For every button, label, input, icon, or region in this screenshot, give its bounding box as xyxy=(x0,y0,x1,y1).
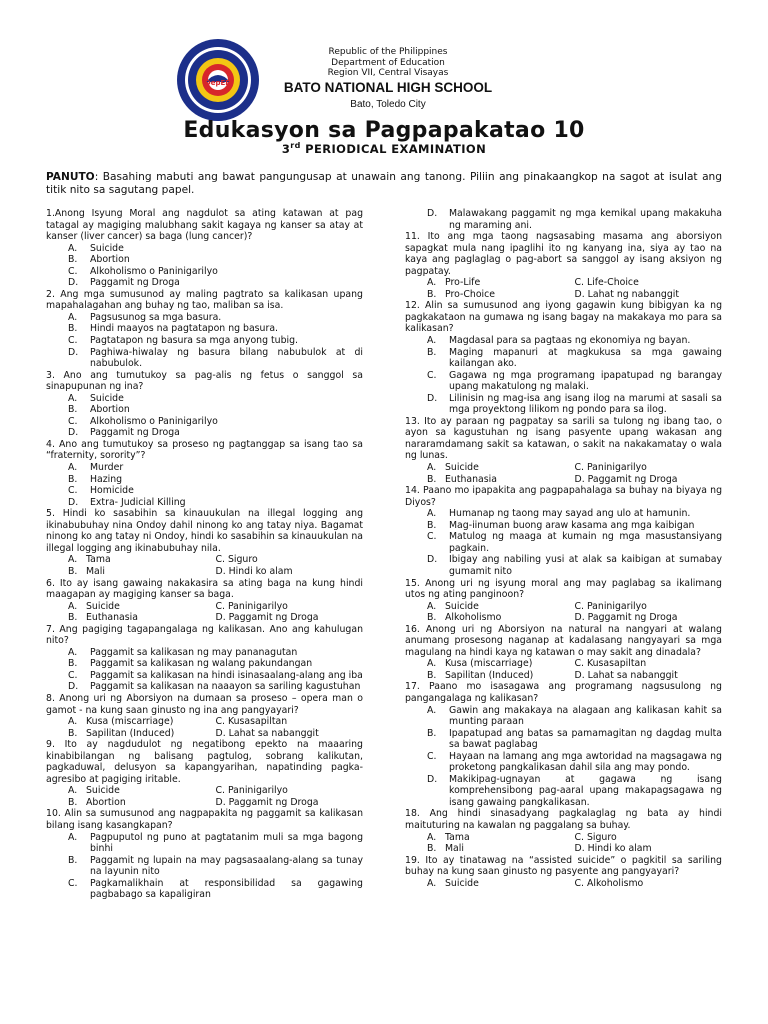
option-letter: A. xyxy=(68,600,78,612)
question-19 xyxy=(405,855,722,890)
question-text: 4. Ano ang tumutukoy sa proseso ng pagtanggap sa isang tao sa “fraternity, sorority”? xyxy=(46,438,363,462)
question-2 xyxy=(46,289,363,370)
republic-line: Republic of the Philippines xyxy=(328,47,448,57)
option-letter: B. xyxy=(68,612,78,624)
question-17 xyxy=(405,681,722,808)
option-text: D. Lahat sa nabanggit xyxy=(215,727,319,739)
option-a xyxy=(427,658,575,670)
option-d xyxy=(575,612,723,624)
subtitle-text: PERIODICAL EXAMINATION xyxy=(300,141,487,156)
option-text: Gagawa ng mga programang ipapatupad ng barangay upang makatulong ng malaki. xyxy=(449,369,722,393)
option-d xyxy=(575,670,723,682)
option-a xyxy=(46,312,363,324)
option-text: C. Alkoholismo xyxy=(574,877,644,889)
question-text: 8. Anong uri ng Aborsiyon na dumaan sa proseso – opera man o gamot - na kung saan ginusto ng ina ang pangyayari? xyxy=(46,692,363,716)
option-c xyxy=(46,485,363,497)
option-text: Alkoholismo o Paninigarilyo xyxy=(90,265,218,277)
option-letter: C. xyxy=(68,265,78,277)
option-a xyxy=(68,785,216,797)
option-letter: A. xyxy=(68,311,78,323)
question-text: 14. Paano mo ipapakita ang pagpapahalaga sa buhay na biyaya ng Diyos? xyxy=(405,485,722,508)
option-c xyxy=(216,554,364,566)
left-column xyxy=(46,208,363,901)
option-letter: C. xyxy=(427,531,437,543)
option-text: Suicide xyxy=(86,785,120,797)
option-a xyxy=(68,601,216,613)
option-text: D. Hindi ko alam xyxy=(574,843,652,855)
option-text: Pagpuputol ng puno at pagtatanim muli sa mga bagong binhi xyxy=(90,831,363,855)
ordinal-suffix: rd xyxy=(290,141,301,150)
option-grid xyxy=(46,554,363,577)
option-letter: A. xyxy=(427,462,437,474)
option-text: Paghiwa-hiwalay ng basura bilang nabubulok at di nabubulok. xyxy=(90,346,363,370)
question-15 xyxy=(405,578,722,624)
option-b xyxy=(405,520,722,532)
option-c xyxy=(216,716,364,728)
option-text: Paggamit sa kalikasan ng walang pakundangan xyxy=(90,658,313,670)
option-text: Alkoholismo o Paninigarilyo xyxy=(90,415,218,427)
option-text: Makikipag-ugnayan at gagawa ng isang komprehensibong pag-aaral upang makapagsagawa ng isang gawaing pangkalikasan. xyxy=(449,773,722,808)
option-letter: A. xyxy=(68,392,78,404)
option-grid xyxy=(46,785,363,808)
option-d xyxy=(46,681,363,693)
question-text: 19. Ito ay tinatawag na “assisted suicide” o pagkitil sa sariling buhay na kung saan ginusto ng pasyente ang pangyayari? xyxy=(405,854,722,878)
option-b xyxy=(46,855,363,878)
option-letter: B. xyxy=(68,854,78,866)
question-text: 16. Anong uri ng Aborsiyon na natural na nangyari at walang anumang prosesong naganap at kadalasang nangyayari sa mga magulang na hindi kaya ng katawan o may sakit ang dinadala? xyxy=(405,623,722,658)
option-grid xyxy=(405,658,722,681)
option-text: D. Paggamit ng Droga xyxy=(215,612,319,624)
option-b xyxy=(427,612,575,624)
option-text: Paggamit sa kalikasan na naaayon sa sariling kagustuhan xyxy=(90,681,361,693)
instructions-text: : Basahing mabuti ang bawat pangungusap at unawain ang tanong. Piliin ang pinakaangkop na sagot at isulat ang titik nito sa sagutang papel. xyxy=(46,171,722,196)
option-text: Paggamit ng lupain na may pagsasaalang-alang sa tunay na layunin nito xyxy=(90,854,363,878)
option-letter: A. xyxy=(427,335,437,347)
option-c xyxy=(216,601,364,613)
option-text: Humanap ng taong may sayad ang ulo at hamunin. xyxy=(449,508,691,520)
option-d xyxy=(575,289,723,301)
question-16 xyxy=(405,624,722,682)
option-c xyxy=(46,670,363,682)
option-text: Ipapatupad ang batas sa pamamagitan ng dagdag multa sa bawat paglabag xyxy=(449,727,722,751)
question-13 xyxy=(405,416,722,485)
option-text: Paggamit ng Droga xyxy=(90,277,180,289)
option-a xyxy=(427,277,575,289)
option-letter: D. xyxy=(68,277,79,289)
option-letter: B. xyxy=(427,473,437,485)
option-text: Lilinisin ng mag-isa ang isang ilog na marumi at sasali sa mga proyektong lilikom ng pondo para sa ilog. xyxy=(449,392,722,416)
option-letter: D. xyxy=(68,427,79,439)
option-text: Hayaan na lamang ang mga awtoridad na magsagawa ng proketong pangkalikasan dahil sila ang may pondo. xyxy=(449,750,722,774)
school-name: BATO NATIONAL HIGH SCHOOL xyxy=(283,79,493,95)
option-letter: D. xyxy=(427,773,438,785)
option-letter: A. xyxy=(68,831,78,843)
option-b xyxy=(405,728,722,751)
school-city: Bato, Toledo City xyxy=(350,98,426,110)
option-d xyxy=(46,427,363,439)
option-letter: A. xyxy=(68,716,78,728)
option-text: Paggamit sa kalikasan ng may pananagutan xyxy=(90,646,298,658)
option-text: Kusa (miscarriage) xyxy=(445,658,533,670)
option-text: Ibigay ang nabiling yusi at alak sa kaibigan at sumabay gumamit nito xyxy=(449,554,722,577)
option-b xyxy=(427,670,575,682)
seal-center-text: DepED xyxy=(204,79,232,87)
option-d xyxy=(216,566,364,578)
option-text: Euthanasia xyxy=(86,612,138,624)
option-a xyxy=(405,508,722,520)
option-d xyxy=(405,554,722,577)
question-10-option-d xyxy=(405,208,722,231)
option-grid xyxy=(405,462,722,485)
option-d xyxy=(46,497,363,509)
option-a xyxy=(427,462,575,474)
option-text: C. Kusasapiltan xyxy=(215,716,288,728)
option-letter: D. xyxy=(68,681,79,693)
option-a xyxy=(427,601,575,613)
option-b xyxy=(68,728,216,740)
option-c xyxy=(575,878,723,890)
option-text: Paggamit ng Droga xyxy=(90,427,180,439)
option-letter: B. xyxy=(68,565,78,577)
option-text: Hindi maayos na pagtatapon ng basura. xyxy=(90,323,279,335)
option-d xyxy=(216,797,364,809)
option-d xyxy=(46,277,363,289)
instructions-label: PANUTO xyxy=(46,171,95,183)
option-letter: A. xyxy=(427,658,437,670)
option-text: Maging mapanuri at magkukusa sa mga gawaing kailangan ako. xyxy=(449,346,722,370)
option-text: Pagkamalikhain at responsibilidad sa gagawing pagbabago sa kapaligiran xyxy=(90,877,363,901)
question-10 xyxy=(46,808,363,900)
option-letter: C. xyxy=(427,750,437,762)
option-text: C. Siguro xyxy=(574,831,617,843)
option-text: Pro-Life xyxy=(445,277,481,289)
right-column xyxy=(405,208,722,889)
option-letter: D. xyxy=(427,554,438,566)
option-letter: B. xyxy=(68,727,78,739)
exam-subtitle xyxy=(0,141,768,156)
option-a xyxy=(427,832,575,844)
option-letter: B. xyxy=(427,288,437,300)
option-letter: A. xyxy=(427,704,437,716)
option-a xyxy=(46,832,363,855)
ordinal-number: 3 xyxy=(281,141,291,156)
option-text: Extra- Judicial Killing xyxy=(90,496,186,508)
option-d xyxy=(46,347,363,370)
option-a xyxy=(68,554,216,566)
question-5 xyxy=(46,508,363,577)
option-a xyxy=(427,878,575,890)
option-letter: B. xyxy=(68,796,78,808)
option-b xyxy=(427,474,575,486)
option-text: Abortion xyxy=(90,254,130,266)
option-text: Mali xyxy=(445,843,464,855)
option-grid xyxy=(405,832,722,855)
option-grid xyxy=(46,716,363,739)
option-text: Hazing xyxy=(90,473,123,485)
option-letter: B. xyxy=(68,473,78,485)
option-b xyxy=(68,566,216,578)
option-text: Tama xyxy=(445,831,470,843)
option-text: Suicide xyxy=(445,877,479,889)
option-letter: B. xyxy=(68,404,78,416)
question-8 xyxy=(46,693,363,739)
option-letter: A. xyxy=(427,277,437,289)
option-text: Euthanasia xyxy=(445,473,497,485)
question-4 xyxy=(46,439,363,508)
option-text: Malawakang paggamit ng mga kemikal upang makakuha ng maraming ani. xyxy=(449,208,722,231)
option-grid xyxy=(405,277,722,300)
option-b xyxy=(68,612,216,624)
option-text: C. Paninigarilyo xyxy=(574,600,647,612)
option-letter: A. xyxy=(68,785,78,797)
question-text: 3. Ano ang tumutukoy sa pag-alis ng fetus o sanggol sa sinapupunan ng ina? xyxy=(46,369,363,393)
option-b xyxy=(46,404,363,416)
option-b xyxy=(46,323,363,335)
option-text: Murder xyxy=(90,462,124,474)
option-text: Pro-Choice xyxy=(445,288,496,300)
option-a xyxy=(46,647,363,659)
option-text: Abortion xyxy=(90,404,130,416)
option-text: Pagsusunog sa mga basura. xyxy=(90,311,222,323)
option-b xyxy=(427,289,575,301)
option-c xyxy=(405,370,722,393)
option-letter: B. xyxy=(427,669,437,681)
option-b xyxy=(427,843,575,855)
option-letter: D. xyxy=(427,392,438,404)
option-letter: D. xyxy=(68,496,79,508)
option-letter: C. xyxy=(68,415,78,427)
option-d xyxy=(575,843,723,855)
option-b xyxy=(46,474,363,486)
option-grid xyxy=(46,601,363,624)
option-text: Magdasal para sa pagtaas ng ekonomiya ng bayan. xyxy=(449,335,691,347)
option-c xyxy=(405,531,722,554)
option-letter: C. xyxy=(427,369,437,381)
option-text: C. Paninigarilyo xyxy=(215,600,288,612)
option-letter: A. xyxy=(68,242,78,254)
option-letter: D. xyxy=(68,346,79,358)
question-6 xyxy=(46,578,363,624)
option-a xyxy=(46,243,363,255)
question-text: 9. Ito ay nagdudulot ng negatibong epekto na maaaring kinabibilangan ng balisang pagtulog, sobrang kalikutan, pagkaduwal, delusyon sa kapangyarihan, napatinding pagka-agresibo at pagiging iritable. xyxy=(46,739,363,785)
question-text: 5. Hindi ko sasabihin sa kinauukulan na illegal logging ang ikinabubuhay nina Ondoy dahil ninong ko ang tatay niya. Bagamat ninong ko ang tatay ni Ondoy, hindi ko sasabihin sa kinauukulan na illegal logging ang ikinabubuhay nila. xyxy=(46,508,363,554)
option-letter: C. xyxy=(68,485,78,497)
question-11 xyxy=(405,231,722,300)
question-12 xyxy=(405,300,722,415)
question-1 xyxy=(46,208,363,289)
option-text: C. Paninigarilyo xyxy=(215,785,288,797)
option-b xyxy=(46,658,363,670)
option-letter: A. xyxy=(427,508,437,520)
option-text: D. Paggamit ng Droga xyxy=(215,796,319,808)
option-b xyxy=(68,797,216,809)
question-text: 2. Ang mga sumusunod ay maling pagtrato sa kalikasan upang mapahalagahan ang buhay ng tao, maliban sa isa. xyxy=(46,288,363,312)
question-text: 13. Ito ay paraan ng pagpatay sa sarili sa tulong ng ibang tao, o ayon sa kagustuhan ng isang pasyente upang wakasan ang nararamdamang sakit sa katawan, o sakit na nakakamatay o wala ng lunas. xyxy=(405,415,722,462)
option-d xyxy=(575,474,723,486)
option-text: Gawin ang makakaya na alagaan ang kalikasan kahit sa munting paraan xyxy=(449,704,722,728)
option-c xyxy=(216,785,364,797)
option-text: Pagtatapon ng basura sa mga anyong tubig. xyxy=(90,335,299,347)
option-text: Homicide xyxy=(90,485,134,497)
option-letter: A. xyxy=(68,554,78,566)
school-header xyxy=(0,0,768,115)
instructions xyxy=(46,171,722,197)
option-letter: C. xyxy=(68,669,78,681)
option-c xyxy=(575,601,723,613)
option-text: Suicide xyxy=(445,600,479,612)
region-line: Region VII, Central Visayas xyxy=(327,68,449,78)
option-letter: B. xyxy=(68,658,78,670)
option-text: Suicide xyxy=(445,462,479,474)
option-c xyxy=(46,416,363,428)
option-letter: C. xyxy=(68,335,78,347)
option-letter: B. xyxy=(427,727,437,739)
option-text: D. Lahat sa nabanggit xyxy=(574,669,678,681)
option-c xyxy=(46,335,363,347)
option-text: C. Kusasapiltan xyxy=(574,658,647,670)
question-text: 12. Alin sa sumusunod ang iyong gagawin kung bibigyan ka ng pagkakataon na gumawa ng isang bagay na makakaya mo para sa kalikasan? xyxy=(405,300,722,335)
option-grid xyxy=(405,878,722,890)
header-text xyxy=(270,47,506,113)
option-letter: B. xyxy=(427,843,437,855)
option-a xyxy=(46,462,363,474)
option-a xyxy=(405,705,722,728)
option-text: Abortion xyxy=(86,796,126,808)
option-c xyxy=(46,266,363,278)
option-d xyxy=(216,612,364,624)
option-a xyxy=(405,335,722,347)
option-b xyxy=(46,254,363,266)
option-c xyxy=(575,832,723,844)
question-text: 1.Anong Isyung Moral ang nagdulot sa ating katawan at pag tatagal ay magiging malubhang sakit kagaya ng kanser sa atay at kanser (liver cancer) sa baga (lung cancer)? xyxy=(46,208,363,243)
option-letter: D. xyxy=(427,208,438,219)
question-14 xyxy=(405,485,722,577)
question-3 xyxy=(46,370,363,439)
option-letter: C. xyxy=(68,877,78,889)
department-line: Department of Education xyxy=(331,57,445,68)
option-text: Suicide xyxy=(90,242,124,254)
option-d xyxy=(216,728,364,740)
option-text: Mag-iinuman buong araw kasama ang mga kaibigan xyxy=(449,519,695,531)
option-letter: B. xyxy=(427,346,437,358)
option-c xyxy=(575,658,723,670)
option-b xyxy=(405,347,722,370)
option-letter: B. xyxy=(427,612,437,624)
option-text: Suicide xyxy=(90,392,124,404)
option-text: Tama xyxy=(86,554,111,566)
question-text: 6. Ito ay isang gawaing nakakasira sa ating baga na kung hindi maagapan ay magiging kanser sa baga. xyxy=(46,577,363,601)
option-text: D. Paggamit ng Droga xyxy=(574,612,678,624)
option-a xyxy=(68,716,216,728)
option-text: D. Paggamit ng Droga xyxy=(574,473,678,485)
option-letter: A. xyxy=(427,877,437,889)
question-7 xyxy=(46,624,363,693)
question-18 xyxy=(405,808,722,854)
option-c xyxy=(46,878,363,901)
option-text: Suicide xyxy=(86,600,120,612)
option-text: Paggamit sa kalikasan na hindi isinasaalang-alang ang iba xyxy=(90,669,363,681)
option-text: Alkoholismo xyxy=(445,612,502,624)
option-letter: B. xyxy=(68,323,78,335)
question-text: 17. Paano mo isasagawa ang programang nagsusulong ng pangangalaga ng kalikasan? xyxy=(405,681,722,704)
option-a xyxy=(46,393,363,405)
option-d xyxy=(405,774,722,809)
question-9 xyxy=(46,739,363,808)
option-text: D. Hindi ko alam xyxy=(215,565,293,577)
option-text: Kusa (miscarriage) xyxy=(86,716,174,728)
option-text: D. Lahat ng nabanggit xyxy=(574,288,680,300)
option-text: C. Life-Choice xyxy=(574,277,639,289)
exam-title: Edukasyon sa Pagpapakatao 10 xyxy=(183,118,585,143)
school-seal-icon xyxy=(176,38,260,122)
option-text: Sapilitan (Induced) xyxy=(86,727,175,739)
question-text: 11. Ito ang mga taong nagsasabing masama ang aborsiyon sapagkat mula nang ipaglihi ito ng kanyang ina, siya ay tao na kaya ang paglaglag o pag-abort sa sanggol ay isang aksiyon ng pagpatay. xyxy=(405,231,722,277)
option-letter: A. xyxy=(427,831,437,843)
option-text: Matulog ng maaga at kumain ng mga masustansiyang pagkain. xyxy=(449,531,722,554)
option-letter: B. xyxy=(427,519,437,531)
question-text: 18. Ang hindi sinasadyang pagkalaglag ng bata ay hindi maituturing na kawalan ng paggalang sa buhay. xyxy=(405,808,722,831)
option-letter: A. xyxy=(68,646,78,658)
option-d xyxy=(405,393,722,416)
option-letter: A. xyxy=(68,462,78,474)
question-text: 7. Ang pagiging tagapangalaga ng kalikasan. Ano ang kahulugan nito? xyxy=(46,623,363,647)
option-grid xyxy=(405,601,722,624)
question-text: 15. Anong uri ng isyung moral ang may paglabag sa ikalimang utos ng ating panginoon? xyxy=(405,577,722,601)
option-c xyxy=(575,462,723,474)
option-c xyxy=(405,751,722,774)
option-c xyxy=(575,277,723,289)
question-text: 10. Alin sa sumusunod ang nagpapakita ng paggamit sa kalikasan bilang isang kasangkapan? xyxy=(46,808,363,831)
option-text: C. Paninigarilyo xyxy=(574,462,647,474)
option-letter: A. xyxy=(427,600,437,612)
option-text: C. Siguro xyxy=(215,554,258,566)
option-letter: B. xyxy=(68,254,78,266)
option-text: Sapilitan (Induced) xyxy=(445,669,534,681)
option-text: Mali xyxy=(86,565,105,577)
